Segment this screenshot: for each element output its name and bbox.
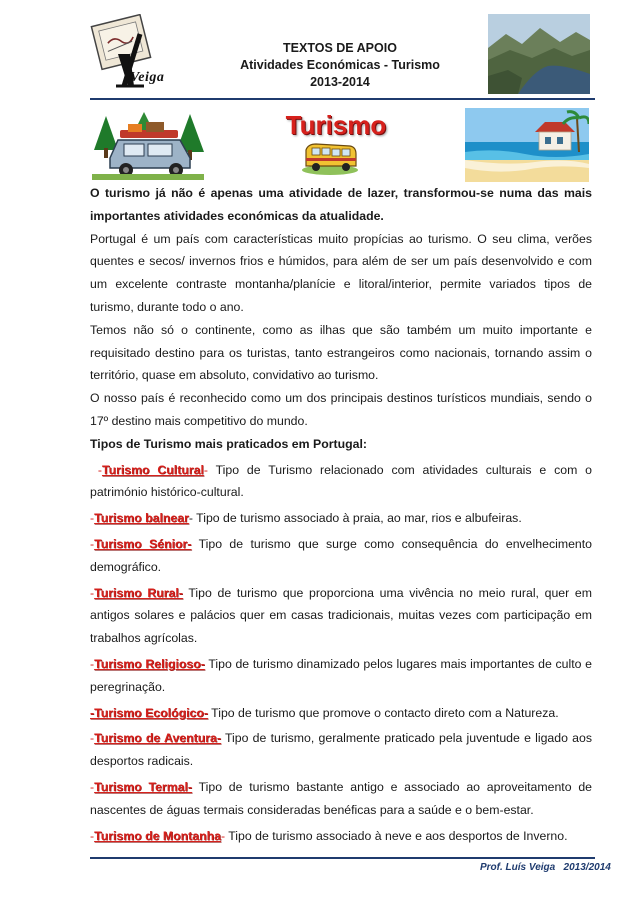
- tour-bus-icon: [300, 140, 360, 176]
- type-term: Turismo de Montanha: [94, 828, 221, 843]
- type-desc: Tipo de turismo associado à praia, ao mar, rios e albufeiras.: [196, 511, 522, 526]
- header-line-2: Atividades Económicas - Turismo: [240, 58, 440, 72]
- type-desc: Tipo de Turismo relacionado com atividades culturais e com o património histórico-cultural.: [90, 462, 593, 500]
- paragraph-portugal: Portugal é um país com características muito propícias ao turismo. O seu clima, verões quentes e secos/ invernos frios e húmidos, para além de ser um país desenvolvido e com um excelente contraste montanha/planície e litoral/interior, permite variados tipos de turismo, durante todo o ano.: [90, 231, 592, 314]
- footer-divider: [90, 857, 595, 859]
- header-line-3: 2013-2014: [310, 75, 370, 89]
- type-desc: Tipo de turismo que proporciona uma vivência no meio rural, quer em antigos solares e palácios quer em casas tradicionais, muitas vezes com participação em trabalhos agrícolas.: [90, 585, 592, 646]
- header-divider: [90, 98, 595, 100]
- type-term: Turismo Religioso-: [94, 656, 205, 671]
- type-item-cultural: -Turismo Cultural- Tipo de Turismo relacionado com atividades culturais e com o património histórico-cultural.: [90, 462, 593, 500]
- type-term: Turismo balnear: [94, 511, 189, 526]
- footer-author: Prof. Luís Veiga: [480, 862, 556, 873]
- type-item-termal: -Turismo Termal- Tipo de turismo bastante antigo e associado ao aproveitamento de nascentes de águas termais consideradas benéficas para a saúde e o bem-estar.: [90, 779, 592, 817]
- intro-paragraph: O turismo já não é apenas uma atividade de lazer, transformou-se numa das mais importantes atividades económicas da atualidade.: [90, 186, 592, 223]
- type-item-montanha: -Turismo de Montanha- Tipo de turismo associado à neve e aos desportos de Inverno.: [90, 828, 568, 843]
- type-term: Turismo Rural-: [94, 585, 183, 600]
- type-desc: Tipo de turismo bastante antigo e associado ao aproveitamento de nascentes de águas termais consideradas benéficas para a saúde e o bem-estar.: [90, 779, 592, 817]
- type-item-rural: -Turismo Rural- Tipo de turismo que proporciona uma vivência no meio rural, quer em antigos solares e palácios quer em casas tradicionais, muitas vezes com participação em trabalhos agrícolas.: [90, 585, 592, 646]
- type-term: Turismo de Aventura-: [94, 731, 221, 746]
- footer-year: 2013/2014: [563, 862, 611, 873]
- type-term: -Turismo Ecológico-: [90, 705, 208, 720]
- type-desc: Tipo de turismo que surge como consequência do envelhecimento demográfico.: [90, 536, 593, 574]
- beach-photo-icon: [465, 108, 589, 182]
- type-term: Turismo Termal-: [94, 779, 192, 794]
- type-desc: Tipo de turismo dinamizado pelos lugares mais importantes de culto e peregrinação.: [90, 656, 592, 694]
- type-item-senior: -Turismo Sénior- Tipo de turismo que surge como consequência do envelhecimento demográfico.: [90, 536, 593, 574]
- paragraph-islands: Temos não só o continente, como as ilhas que são também um muito importante e requisitado destino para os turistas, tanto estrangeiros como nacionais, tornando assim o território, quase em absoluto, convidativo ao turismo.: [90, 322, 592, 383]
- paragraph-destination: O nosso país é reconhecido como um dos principais destinos turísticos mundiais, sendo o 17º destino mais competitivo do mundo.: [90, 391, 592, 428]
- type-term: Turismo Cultural: [101, 462, 204, 477]
- page-title: Turismo: [285, 110, 387, 140]
- type-desc: Tipo de turismo que promove o contacto direto com a Natureza.: [211, 705, 559, 720]
- car-camping-icon: [92, 110, 204, 180]
- type-desc: Tipo de turismo associado à neve e aos desportos de Inverno.: [228, 828, 568, 843]
- type-term: Turismo Sénior-: [94, 536, 192, 551]
- types-heading: Tipos de Turismo mais praticados em Portugal:: [90, 436, 367, 451]
- logo-text: Veiga: [130, 70, 165, 85]
- type-item-balnear: -Turismo balnear- Tipo de turismo associado à praia, ao mar, rios e albufeiras.: [90, 511, 522, 526]
- type-desc: Tipo de turismo, geralmente praticado pela juventude e ligado aos desportos radicais.: [90, 731, 592, 769]
- footer: [480, 862, 611, 873]
- type-item-aventura: -Turismo de Aventura- Tipo de turismo, geralmente praticado pela juventude e ligado aos desportos radicais.: [90, 731, 592, 769]
- document-header: [210, 40, 470, 91]
- landscape-photo-icon: [488, 14, 590, 94]
- article-body: [90, 182, 592, 847]
- type-item-religioso: -Turismo Religioso- Tipo de turismo dinamizado pelos lugares mais importantes de culto e peregrinação.: [90, 656, 592, 694]
- type-item-ecologico: [90, 702, 592, 725]
- header-line-1: TEXTOS DE APOIO: [283, 41, 397, 55]
